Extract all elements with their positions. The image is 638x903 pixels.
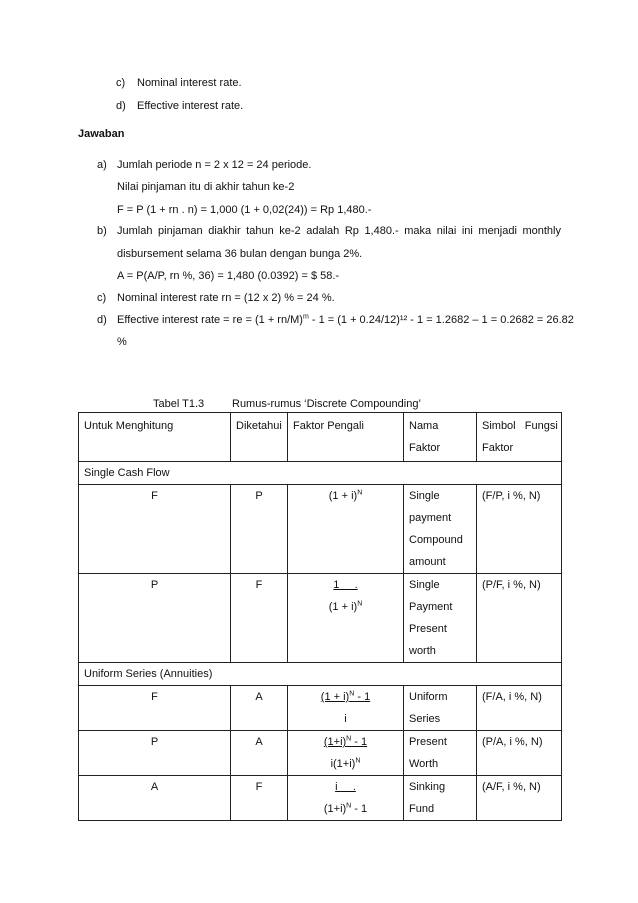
- table-caption-title: Rumus-rumus ‘Discrete Compounding’: [232, 398, 421, 410]
- answer-b-line3: A = P(A/P, rn %, 36) = 1,480 (0.0392) = $ 58.-: [117, 270, 340, 282]
- item-c-marker: c): [116, 77, 126, 89]
- given-cell: A: [231, 731, 288, 776]
- factor-cell: $(1 + i)^N$: [288, 485, 404, 574]
- section-row-single-cash-flow: [79, 462, 562, 485]
- factor-cell: 1 . $(1 + i)^N$: [288, 574, 404, 663]
- section-title: Single Cash Flow: [79, 462, 562, 485]
- table-row: [79, 776, 562, 821]
- find-cell: F: [79, 485, 231, 574]
- answer-b-line1: Jumlah pinjaman diakhir tahun ke-2 adalah Rp 1,480.- maka nilai ini menjadi monthly: [117, 225, 561, 237]
- symbol-cell: (P/A, i %, N): [477, 731, 562, 776]
- given-cell: F: [231, 776, 288, 821]
- table-caption-label: Tabel T1.3: [153, 398, 205, 410]
- item-d-text: Effective interest rate.: [137, 100, 244, 112]
- table-row: [79, 574, 562, 663]
- answer-c-marker: c): [97, 292, 107, 304]
- factor-name-cell: Uniform Series: [404, 686, 477, 731]
- answer-a-marker: a): [97, 159, 107, 171]
- answer-d-marker: d): [97, 314, 107, 326]
- factor-name-cell: Single Payment Present worth: [404, 574, 477, 663]
- given-cell: A: [231, 686, 288, 731]
- header-nama-faktor: Nama Faktor: [404, 413, 477, 462]
- discrete-compounding-table: [78, 412, 562, 821]
- answer-d-line2: %: [117, 336, 127, 348]
- table-row: [79, 731, 562, 776]
- answer-a-line3: F = P (1 + rn . n) = 1,000 (1 + 0,02(24)) = Rp 1,480.-: [117, 204, 372, 216]
- header-diketahui: Diketahui: [231, 413, 288, 462]
- answer-heading: Jawaban: [78, 128, 125, 140]
- answer-a-line1: Jumlah periode n = 2 x 12 = 24 periode.: [117, 159, 312, 171]
- header-simbol-fungsi: Simbol Fungsi Faktor: [477, 413, 562, 462]
- factor-name-cell: Present Worth: [404, 731, 477, 776]
- answer-c-line1: Nominal interest rate rn = (12 x 2) % = 24 %.: [117, 292, 335, 304]
- header-faktor-pengali: Faktor Pengali: [288, 413, 404, 462]
- header-untuk-menghitung: Untuk Menghitung: [79, 413, 231, 462]
- table-row: [79, 686, 562, 731]
- factor-cell: $(1+i)^N - 1$ $i(1+i)^N$: [288, 731, 404, 776]
- answer-b-line2: disbursement selama 36 bulan dengan bunga 2%.: [117, 248, 363, 260]
- factor-name-cell: Sinking Fund: [404, 776, 477, 821]
- table-row: [79, 485, 562, 574]
- symbol-cell: (A/F, i %, N): [477, 776, 562, 821]
- section-title: Uniform Series (Annuities): [79, 663, 562, 686]
- given-cell: P: [231, 485, 288, 574]
- answer-d-line1: Effective interest rate = re = $(1 + rn/M)^m - 1 = (1 + 0.24/12)^{12} - 1 = 1.2682 - 1 = 0.2682 = 26.82$: [117, 313, 574, 326]
- symbol-cell: (F/P, i %, N): [477, 485, 562, 574]
- factor-name-cell: Single payment Compound amount: [404, 485, 477, 574]
- answer-a-line2: Nilai pinjaman itu di akhir tahun ke-2: [117, 181, 295, 193]
- table-header-row: [79, 413, 562, 462]
- given-cell: F: [231, 574, 288, 663]
- item-c-text: Nominal interest rate.: [137, 77, 242, 89]
- find-cell: F: [79, 686, 231, 731]
- find-cell: P: [79, 731, 231, 776]
- find-cell: P: [79, 574, 231, 663]
- answer-b-marker: b): [97, 225, 107, 237]
- factor-cell: $(1 + i)^N - 1$ i: [288, 686, 404, 731]
- item-d-marker: d): [116, 100, 126, 112]
- symbol-cell: (P/F, i %, N): [477, 574, 562, 663]
- section-row-uniform-series: [79, 663, 562, 686]
- symbol-cell: (F/A, i %, N): [477, 686, 562, 731]
- factor-cell: i . $(1+i)^N - 1$: [288, 776, 404, 821]
- find-cell: A: [79, 776, 231, 821]
